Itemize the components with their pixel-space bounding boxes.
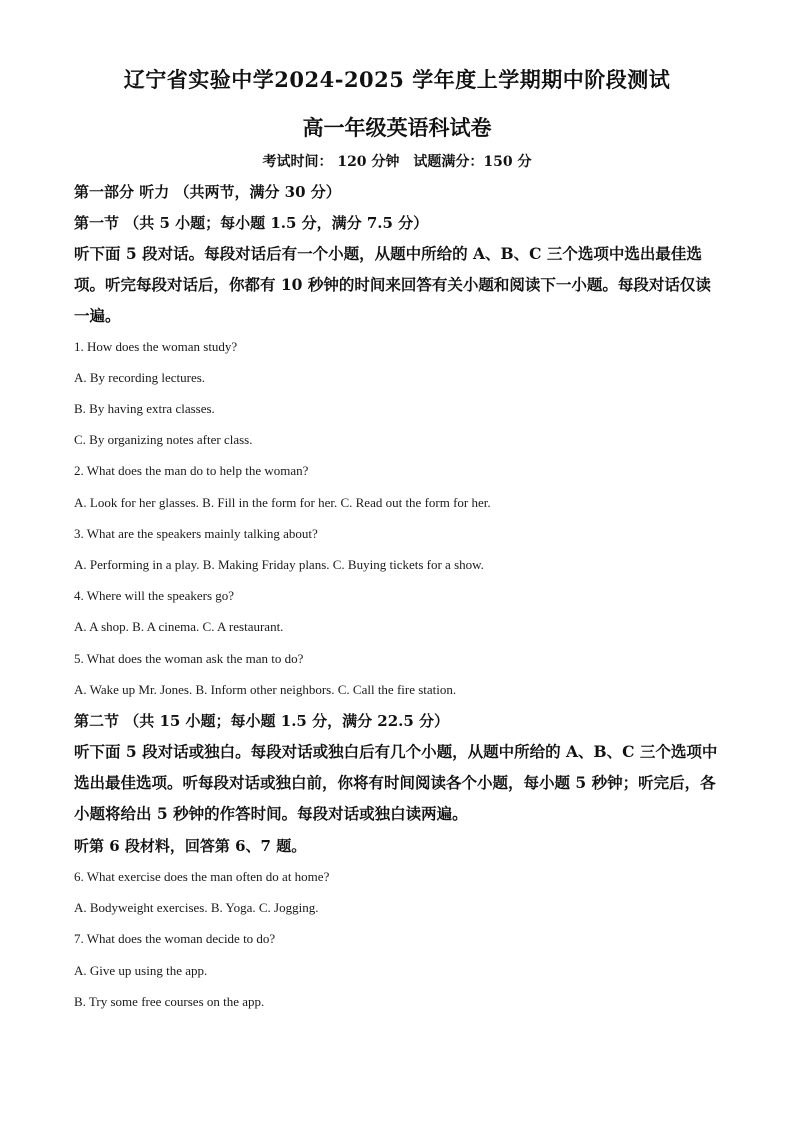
option-1a: A. By recording lectures.: [74, 370, 206, 385]
section2-instructions: 听下面 5 段对话或独白。每段对话或独白后有几个小题，从题中所给的 A、B、C 三个选项中选出最佳选项。听每段对话或独白前，你将有时间阅读各个小题，每小题 5 秒钟；听完后，各小题将给出 5 秒钟的作答时间。每段对话或独白读两遍。: [74, 742, 718, 823]
option-7a: A. Give up using the app.: [74, 963, 208, 978]
exam-title: 辽宁省实验中学2024-2025 学年度上学期期中阶段测试: [123, 67, 671, 92]
exam-info: 考试时间： 120 分钟 试题满分：150 分: [262, 154, 532, 170]
option-7b: B. Try some free courses on the app.: [74, 994, 265, 1009]
options-6: A. Bodyweight exercises. B. Yoga. C. Jogging.: [74, 900, 319, 915]
question-4: 4. Where will the speakers go?: [74, 588, 235, 603]
question-6: 6. What exercise does the man often do at home?: [74, 869, 330, 884]
section1-heading: 第一节 （共 5 小题；每小题 1.5 分，满分 7.5 分）: [74, 214, 429, 232]
option-1b: B. By having extra classes.: [74, 401, 215, 416]
part1-heading: 第一部分 听力 （共两节，满分 30 分）: [74, 183, 341, 201]
exam-subtitle: 高一年级英语科试卷: [302, 115, 492, 140]
question-1: 1. How does the woman study?: [74, 339, 238, 354]
options-4: A. A shop. B. A cinema. C. A restaurant.: [74, 619, 284, 634]
section2-heading: 第二节 （共 15 小题；每小题 1.5 分，满分 22.5 分）: [74, 712, 450, 730]
question-2: 2. What does the man do to help the woman?: [74, 463, 309, 478]
question-3: 3. What are the speakers mainly talking about?: [74, 526, 318, 541]
option-1c: C. By organizing notes after class.: [74, 432, 253, 447]
question-5: 5. What does the woman ask the man to do?: [74, 651, 304, 666]
options-2: A. Look for her glasses. B. Fill in the form for her. C. Read out the form for her.: [74, 495, 491, 510]
material-note: 听第 6 段材料，回答第 6、7 题。: [74, 837, 307, 855]
options-5: A. Wake up Mr. Jones. B. Inform other neighbors. C. Call the fire station.: [74, 682, 457, 697]
section1-instructions: 听下面 5 段对话。每段对话后有一个小题，从题中所给的 A、B、C 三个选项中选出最佳选项。听完每段对话后，你都有 10 秒钟的时间来回答有关小题和阅读下一小题。每段对话仅读一遍。: [74, 244, 711, 325]
options-3: A. Performing in a play. B. Making Friday plans. C. Buying tickets for a show.: [74, 557, 484, 572]
question-7: 7. What does the woman decide to do?: [74, 931, 276, 946]
